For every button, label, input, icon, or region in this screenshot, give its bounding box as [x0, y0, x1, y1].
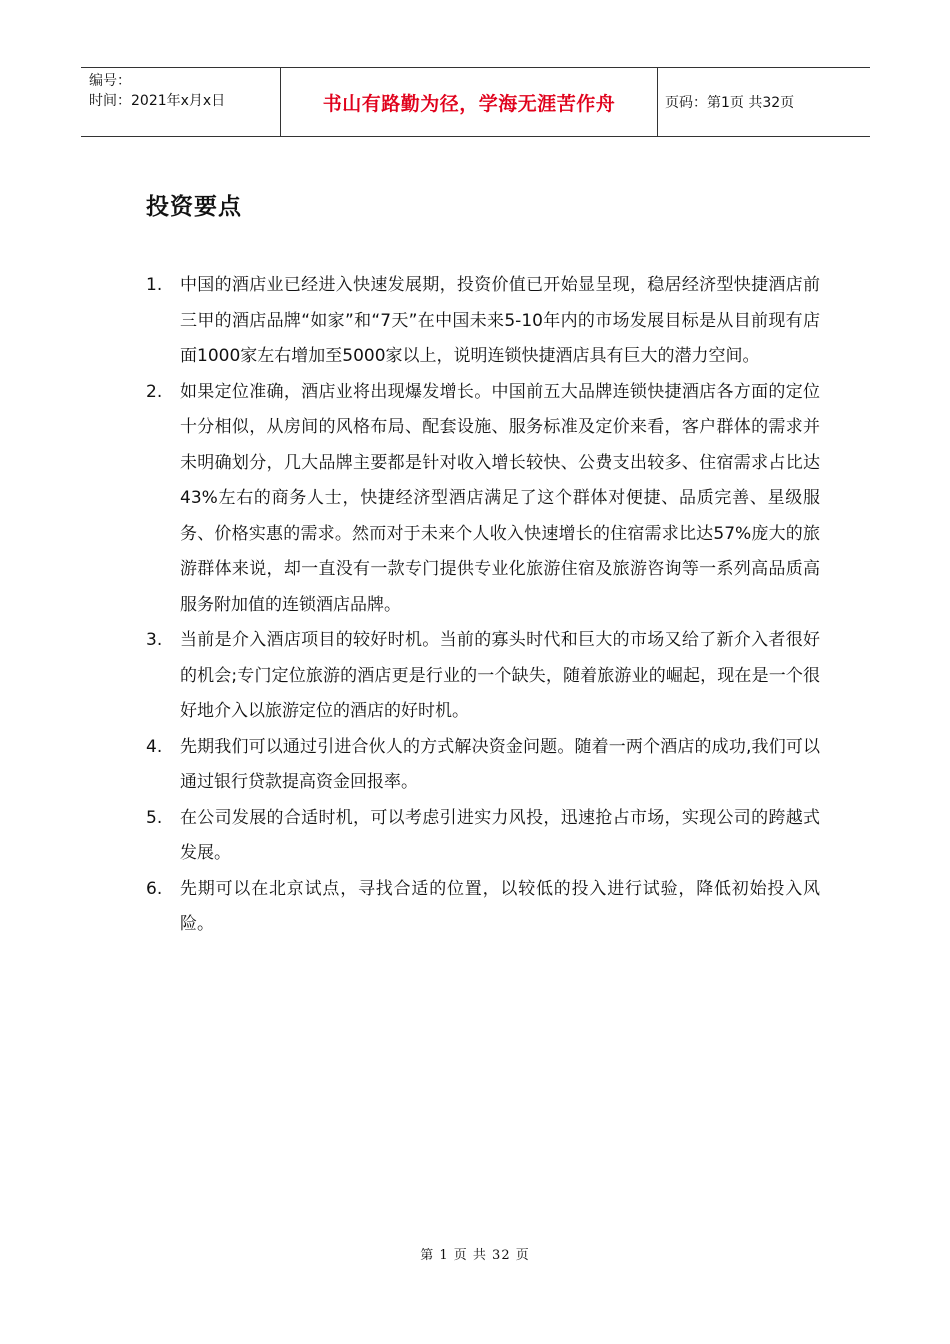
list-item	[146, 801, 826, 872]
doc-number-label: 编号：	[89, 73, 131, 89]
item-text: 当前是介入酒店项目的较好时机。当前的寡头时代和巨大的市场又给了新介入者很好的机会;专门定位旅游的酒店更是行业的一个缺失，随着旅游业的崛起，现在是一个很好地介入以旅游定位的酒店的好时机。	[180, 630, 820, 721]
item-text: 先期我们可以通过引进合伙人的方式解决资金问题。随着一两个酒店的成功,我们可以通过银行贷款提高资金回报率。	[180, 736, 820, 792]
item-number: 2.	[146, 381, 163, 402]
item-number: 5.	[146, 807, 163, 828]
page-header	[81, 67, 870, 137]
section-title: 投资要点	[146, 194, 242, 220]
item-number: 1.	[146, 275, 163, 295]
item-number: 4.	[146, 736, 163, 757]
doc-time-label: 时间：2021年x月x日	[89, 93, 226, 109]
item-number: 3.	[146, 630, 163, 650]
item-text: 如果定位准确，酒店业将出现爆发增长。中国前五大品牌连锁快捷酒店各方面的定位十分相似，从房间的风格布局、配套设施、服务标准及定价来看，客户群体的需求并未明确划分，几大品牌主要都是针对收入增长较快、公费支出较多、住宿需求占比达43%左右的商务人士，快捷经济型酒店满足了这个群体对便捷、品质完善、星级服务、价格实惠的需求。然而对于未来个人收入快速增长的住宿需求比达57%庞大的旅游群体来说，却一直没有一款专门提供专业化旅游住宿及旅游咨询等一系列高品质高服务附加值的连锁酒店品牌。	[180, 381, 820, 615]
item-text: 先期可以在北京试点，寻找合适的位置，以较低的投入进行试验，降低初始投入风险。	[180, 878, 820, 934]
header-meta-cell	[81, 68, 281, 136]
list-item	[146, 730, 826, 801]
header-page-code: 页码：第1页 共32页	[665, 95, 795, 111]
item-text: 中国的酒店业已经进入快速发展期，投资价值已开始显呈现，稳居经济型快捷酒店前三甲的酒店品牌“如家”和“7天”在中国未来5-10年内的市场发展目标是从目前现有店面1000家左右增加至5000家以上，说明连锁快捷酒店具有巨大的潜力空间。	[180, 275, 820, 366]
header-motto: 书山有路勤为径，学海无涯苦作舟	[281, 68, 658, 136]
list-item	[146, 623, 826, 730]
investment-points-list	[146, 268, 826, 943]
list-item	[146, 375, 826, 624]
item-text: 在公司发展的合适时机，可以考虑引进实力风投，迅速抢占市场，实现公司的跨越式发展。	[180, 807, 820, 863]
list-item	[146, 268, 826, 375]
item-number: 6.	[146, 878, 163, 899]
list-item	[146, 872, 826, 943]
page-footer: 第 1 页 共 32 页	[420, 1248, 530, 1263]
